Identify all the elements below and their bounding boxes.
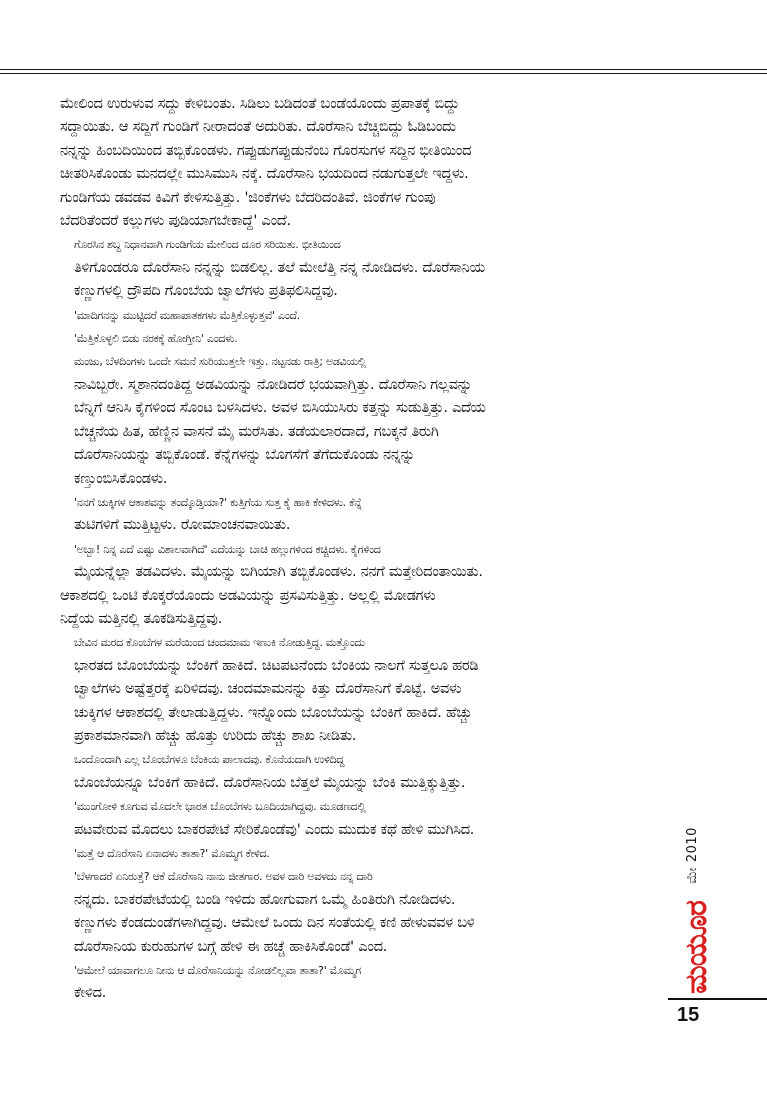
- paragraph: [60, 233, 665, 303]
- text-line: ಮೇಲಿಂದ ಉರುಳುವ ಸದ್ದು ಕೇಳಿಬಂತು. ಸಿಡಿಲು ಬಡಿದಂತೆ ಬಂಡೆಯೊಂದು ಪ್ರಪಾತಕ್ಕೆ ಬಿದ್ದು: [60, 96, 460, 112]
- magazine-logo-text: ಮಯೂರ: [678, 900, 714, 994]
- paragraph: [60, 795, 665, 842]
- header-rule-top: [0, 69, 767, 70]
- text-line: 'ಮಾದಿಗನನ್ನು ಮುಟ್ಟಿದರೆ ಮಹಾಪಾತಕಗಳು ಮೆತ್ತಿಕೊಳ್ಳುತ್ತವೆ' ಎಂದೆ.: [74, 308, 300, 322]
- text-line: 'ಅಬ್ಬಾ! ನಿನ್ನ ಎದೆ ಎಷ್ಟು ವಿಶಾಲವಾಗಿದೆ' ಎದೆಯನ್ನು ಬಾಚಿ ಹಲ್ಲುಗಳಿಂದ ಕಚ್ಚಿದಳು. ಕೈಗಳಿಂದ: [74, 542, 381, 556]
- paragraph: [60, 585, 665, 632]
- text-line: ಕೇಳಿದ.: [74, 985, 107, 1002]
- text-line: ದೊರೆಸಾನಿಯ ಕುರುಹುಗಳ ಬಗ್ಗೆ ಹೇಳಿ ಈ ಹಚ್ಚೆ ಹಾಕಿಸಿಕೊಂಡೆ' ಎಂದ.: [74, 938, 388, 955]
- text-line: ಗುಂಡಿಗೆಯ ಡವಡವ ಕಿವಿಗೆ ಕೇಳಿಸುತ್ತಿತ್ತು. 'ಜಿಂಕೆಗಳು ಬೆದರಿದಂತಿವೆ. ಜಿಂಕೆಗಳ ಗುಂಪು: [60, 189, 436, 206]
- paragraph: [60, 748, 665, 795]
- paragraph: [60, 93, 665, 233]
- text-line: ಕಣ್ಣುಗಳು ಕೆಂಡದುಂಡೆಗಳಾಗಿದ್ದವು. ಆಮೇಲೆ ಒಂದು ದಿನ ಸಂತೆಯಲ್ಲಿ ಕಣಿ ಹೇಳುವವಳ ಬಳಿ: [74, 915, 475, 932]
- text-line: ನನ್ನನ್ನು ಹಿಂಬದಿಯಿಂದ ತಬ್ಬಿಕೊಂಡಳು. ಗಪ್ಪುಡುಗಪ್ಪುಡುನೆಂಬ ಗೊರಸುಗಳ ಸದ್ದಿನ ಭೀತಿಯಿಂದ: [60, 142, 472, 159]
- text-line: ಬೇವಿನ ಮರದ ಕೊಂಬೆಗಳ ಮರೆಯಿಂದ ಚಂದಮಾಮ ಇಣುಕಿ ನೋಡುತ್ತಿದ್ದ. ಮತ್ತೊಂದು: [74, 636, 365, 650]
- text-line: 'ಮತ್ತೆ ಆ ದೊರೆಸಾನಿ ಏನಾದಳು ತಾತಾ?' ಮೊಮ್ಮಗ ಕೇಳಿದ.: [74, 847, 270, 860]
- text-line: ಆಕಾಶದಲ್ಲಿ ಒಂಟಿ ಕೊಕ್ಕರೆಯೊಂದು ಅಡವಿಯನ್ನು ಪ್ರಸವಿಸುತ್ತಿತ್ತು. ಅಲ್ಲಲ್ಲಿ ಮೋಡಗಳು: [60, 587, 436, 604]
- text-line: ಕಣ್ಣುಗಳಲ್ಲಿ ದ್ರೌಪದಿ ಗೊಂಬೆಯ ಜ್ವಾಲೆಗಳು ಪ್ರತಿಫಲಿಸಿದ್ದವು.: [74, 283, 338, 300]
- text-line: ನಾವಿಬ್ಬರೇ. ಸ್ಮಶಾನದಂತಿದ್ದ ಅಡವಿಯನ್ನು ನೋಡಿದರೆ ಭಯವಾಗ್ತಿತ್ತು. ದೊರೆಸಾನಿ ಗಲ್ಲವನ್ನು: [74, 376, 473, 393]
- paragraph: [60, 327, 665, 350]
- text-line: ತಿಳಿಗೊಂಡರೂ ದೊರೆಸಾನಿ ನನ್ನನ್ನು ಬಿಡಲಿಲ್ಲ. ತಲೆ ಮೇಲೆತ್ತಿ ನನ್ನ ನೋಡಿದಳು. ದೊರೆಸಾನಿಯ: [74, 259, 485, 276]
- text-line: ಬೆನ್ನಿಗೆ ಆನಿಸಿ ಕೈಗಳಿಂದ ಸೊಂಟ ಬಳಸಿದಳು. ಅವಳ ಬಿಸಿಯುಸಿರು ಕತ್ತನ್ನು ಸುಡುತ್ತಿತ್ತು. ಎದೆಯ: [74, 400, 486, 417]
- text-line: ಭಾರತದ ಬೊಂಬೆಯನ್ನು ಬೆಂಕಿಗೆ ಹಾಕಿದೆ. ಚಿಟಪಟನೆಂದು ಬೆಂಕಿಯ ನಾಲಗೆ ಸುತ್ತಲೂ ಹರಡಿ: [74, 657, 479, 674]
- header-rule-bottom: [0, 73, 767, 74]
- text-line: ಬೆಚ್ಚನೆಯ ಹಿತ, ಹೆಣ್ಣಿನ ವಾಸನೆ ಮೈ ಮರೆಸಿತು. ತಡೆಯಲಾರದಾದೆ, ಗಬಕ್ಕನೆ ತಿರುಗಿ: [74, 423, 439, 440]
- text-line: ನನ್ನದು. ಬಾಕರಪೇಟೆಯಲ್ಲಿ ಬಂಡಿ ಇಳಿದು ಹೋಗುವಾಗ ಒಮ್ಮೆ ಹಿಂತಿರುಗಿ ನೋಡಿದಳು.: [74, 891, 456, 908]
- text-line: 'ಮುಂಗೋಳಿ ಕೂಗುವ ಮೊದಲೇ ಭಾರತ ಬೊಂಬೆಗಳು ಬೂದಿಯಾಗಿದ್ದವು. ಮೂಡಣದಲ್ಲಿ: [74, 800, 366, 814]
- text-line: ಸದ್ದಾಯಿತು. ಆ ಸದ್ದಿಗೆ ಗುಂಡಿಗೆ ನೀರಾದಂತೆ ಅದುರಿತು. ದೊರೆಸಾನಿ ಬೆಚ್ಚಿಬಿದ್ದು ಓಡಿಬಂದು: [60, 119, 456, 136]
- article-body: [60, 93, 665, 1006]
- page-number-rule: [668, 998, 767, 1000]
- paragraph: [60, 631, 665, 748]
- text-line: ಮೈಯನ್ನೆಲ್ಲಾ ತಡವಿದಳು. ಮೈಯನ್ನು ಬಿಗಿಯಾಗಿ ತಬ್ಬಿಕೊಂಡಳು. ನನಗೆ ಮತ್ತೇರಿದಂತಾಯಿತು.: [74, 564, 483, 581]
- paragraph: [60, 959, 665, 1006]
- text-line: ಜ್ವಾಲೆಗಳು ಅಷ್ಟೆತ್ತರಕ್ಕೆ ಏರಿಳಿದವು. ಚಂದಮಾಮನನ್ನು ಕಿತ್ತು ದೊರೆಸಾನಿಗೆ ಕೊಟ್ಟೆ. ಅವಳು: [74, 681, 462, 698]
- paragraph: [60, 491, 665, 538]
- text-line: ತುಟಿಗಳಿಗೆ ಮುತ್ತಿಟ್ಟಳು. ರೋಮಾಂಚನವಾಯಿತು.: [74, 517, 291, 534]
- text-line: ದೊರೆಸಾನಿಯನ್ನು ತಬ್ಬಿಕೊಂಡೆ. ಕೆನ್ನೆಗಳನ್ನು ಬೊಗಸೆಗೆ ತೆಗೆದುಕೊಂಡು ನನ್ನನ್ನು: [74, 447, 415, 464]
- paragraph: [60, 538, 665, 585]
- paragraph: [60, 350, 665, 490]
- paragraph: [60, 865, 665, 959]
- issue-date-text: ಮೇ 2010: [684, 826, 700, 884]
- text-line: ಬೆದರಿತೆಂದರೆ ಕಲ್ಲುಗಳು ಪುಡಿಯಾಗಬೇಕಾದ್ದೆ' ಎಂದೆ.: [60, 213, 291, 230]
- issue-date: [682, 815, 702, 895]
- text-line: ಚುಕ್ಕಿಗಳ ಆಕಾಶದಲ್ಲಿ ತೇಲಾಡುತ್ತಿದ್ದಳು. ಇನ್ನೊಂದು ಬೊಂಬೆಯನ್ನು ಬೆಂಕಿಗೆ ಹಾಕಿದೆ. ಹೆಚ್ಚು: [74, 704, 472, 721]
- page-number: 15: [677, 1004, 700, 1026]
- text-line: 'ಮೆತ್ತಿಕೊಳ್ಳಲಿ ಬಿಡು ನರಕಕ್ಕೆ ಹೋಗ್ತೀನಿ' ಎಂದಳು.: [74, 332, 238, 346]
- text-line: ನಿದ್ದೆಯ ಮತ್ತಿನಲ್ಲಿ ತೂಕಡಿಸುತ್ತಿದ್ದವು.: [60, 610, 223, 627]
- paragraph: [60, 842, 665, 865]
- text-line: ಬೊಂಬೆಯನ್ನೂ ಬೆಂಕಿಗೆ ಹಾಕಿದೆ. ದೊರೆಸಾನಿಯ ಬೆತ್ತಲೆ ಮೈಯನ್ನು ಬೆಂಕಿ ಮುತ್ತಿಕ್ಕುತ್ತಿತ್ತು.: [74, 774, 466, 791]
- text-line: ಮಂಜು, ಬೆಳದಿಂಗಳು ಒಂದೇ ಸಮನೆ ಸುರಿಯುತ್ತಲೇ ಇತ್ತು. ನಟ್ಟನಡು ರಾತ್ರಿ; ಅಡವಿಯಲ್ಲಿ: [74, 355, 366, 369]
- text-line: ಗೊರಸಿನ ಶಬ್ದ ನಿಧಾನವಾಗಿ ಗುಂಡಿಗೆಯ ಮೇಲಿಂದ ದೂರ ಸರಿಯಿತು. ಭೀತಿಯಿಂದ: [74, 238, 341, 252]
- text-line: ಪಟವೇರುವ ಮೊದಲು ಬಾಕರಪೇಟೆ ಸೇರಿಕೊಂಡೆವು' ಎಂದು ಮುದುಕ ಕಥೆ ಹೇಳಿ ಮುಗಿಸಿದ.: [74, 821, 475, 838]
- text-line: 'ಬೆಳಗಾದರೆ ಏನಿರುತ್ತೆ? ಆಕೆ ದೊರೆಸಾನಿ ನಾನು ಜೀತಗಾರ. ಅವಳ ದಾರಿ ಅವಳದು ನನ್ನ ದಾರಿ: [74, 870, 373, 884]
- text-line: ಪ್ರಕಾಶಮಾನವಾಗಿ ಹೆಚ್ಚು ಹೊತ್ತು ಉರಿದು ಹೆಚ್ಚು ಶಾಖ ನೀಡಿತು.: [74, 727, 357, 744]
- text-line: 'ಆಮೇಲೆ ಯಾವಾಗಲೂ ನೀನು ಆ ದೊರೆಸಾನಿಯನ್ನು ನೋಡಲಿಲ್ಲವಾ ತಾತಾ?' ಮೊಮ್ಮಗ: [74, 964, 361, 978]
- text-line: 'ನನಗೆ ಚುಕ್ಕಿಗಳ ಆಕಾಶವನ್ನು ತಂದ್ಕೊಡ್ತಿಯಾ?' ಕುತ್ತಿಗೆಯ ಸುತ್ತ ಕೈ ಹಾಕಿ ಕೇಳಿದಳು. ಕೆನ್ನೆ: [74, 495, 362, 509]
- magazine-logo: [676, 900, 716, 994]
- text-line: ಒಂದೊಂದಾಗಿ ಎಲ್ಲ ಬೊಂಬೆಗಳೂ ಬೆಂಕಿಯ ಪಾಲಾದವು. ಕೊನೆಯದಾಗಿ ಉಳಿದಿದ್ದ: [74, 753, 345, 767]
- paragraph: [60, 304, 665, 327]
- text-line: ಕಣ್ತುಂಬಿಸಿಕೊಂಡಳು.: [74, 470, 168, 487]
- text-line: ಚೀತರಿಸಿಕೊಂಡು ಮನದಲ್ಲೇ ಮುಸಿಮುಸಿ ನಕ್ಕೆ. ದೊರೆಸಾನಿ ಭಯದಿಂದ ನಡುಗುತ್ತಲೇ ಇದ್ದಳು.: [60, 166, 469, 183]
